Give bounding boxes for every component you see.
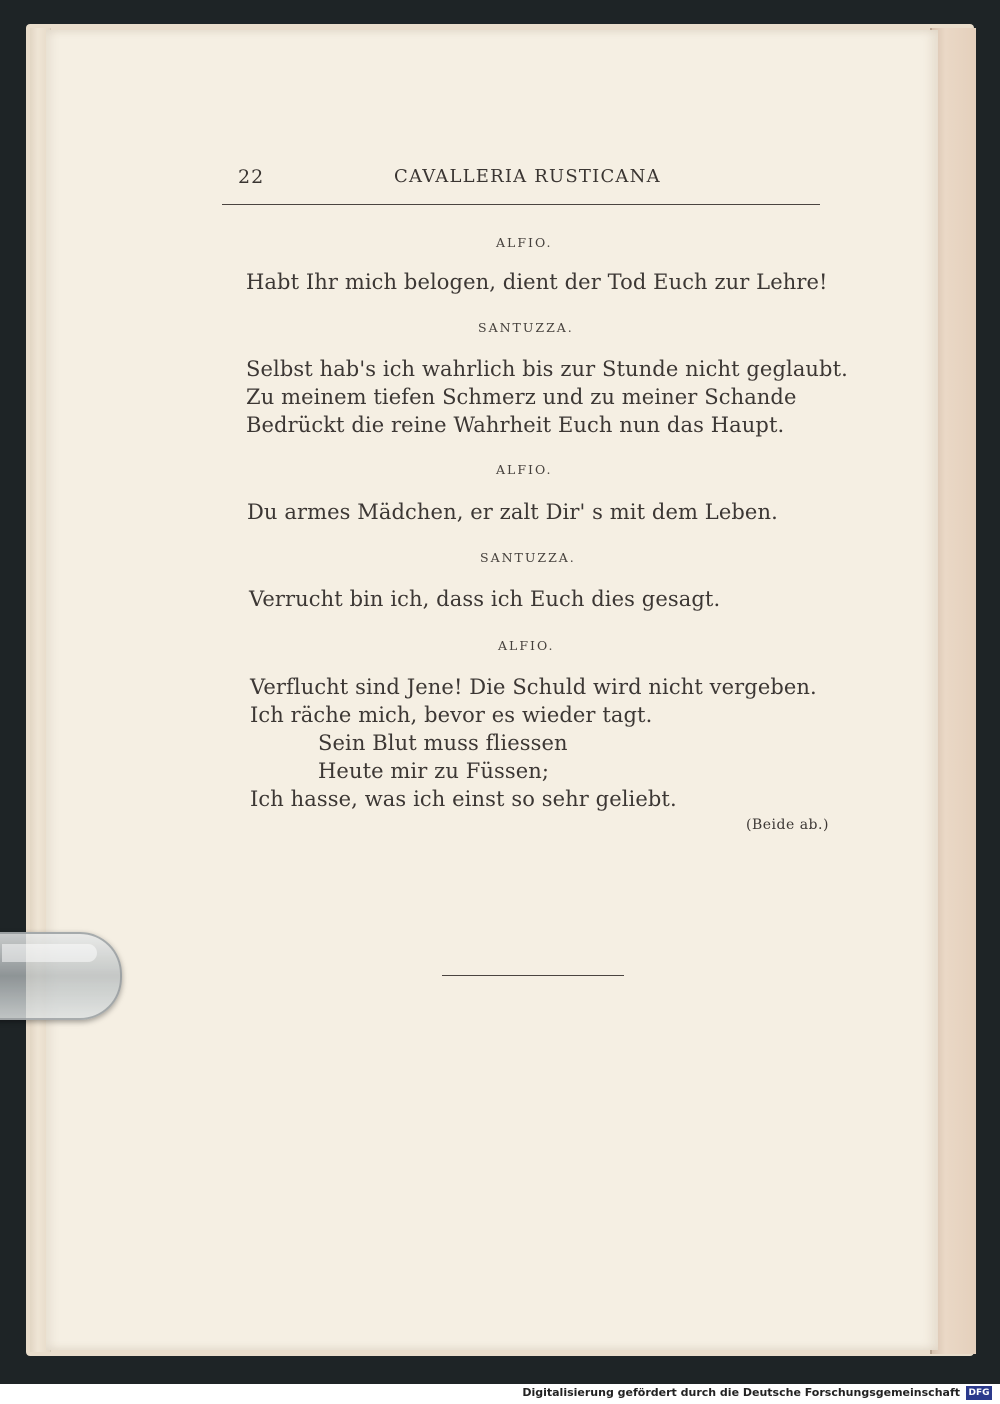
book-page: [46, 30, 938, 1350]
verse-line: Ich hasse, was ich einst so sehr geliebt.: [250, 787, 677, 811]
page-number: 22: [238, 166, 265, 188]
verse-line: Verrucht bin ich, dass ich Euch dies gesagt.: [249, 587, 721, 611]
running-title: CAVALLERIA RUSTICANA: [394, 166, 661, 187]
speaker-name: ALFIO.: [496, 462, 553, 477]
verse-line: Zu meinem tiefen Schmerz und zu meiner Schande: [246, 385, 797, 409]
verse-line: Heute mir zu Füssen;: [318, 759, 550, 783]
verse-line: Bedrückt die reine Wahrheit Euch nun das Haupt.: [246, 413, 785, 437]
digitization-footer: [0, 1384, 1000, 1404]
verse-line: Habt Ihr mich belogen, dient der Tod Euch zur Lehre!: [246, 270, 828, 294]
funding-credit: Digitalisierung gefördert durch die Deutsche Forschungsgemeinschaft: [522, 1386, 960, 1399]
verse-line: Selbst hab's ich wahrlich bis zur Stunde nicht geglaubt.: [246, 357, 848, 381]
closing-rule: [442, 975, 624, 976]
speaker-name: SANTUZZA.: [478, 320, 574, 335]
speaker-name: ALFIO.: [498, 638, 555, 653]
speaker-name: ALFIO.: [496, 235, 553, 250]
libretto-text: [46, 30, 938, 1350]
stage-direction: (Beide ab.): [746, 817, 829, 833]
clip-highlight: [2, 944, 97, 962]
dfg-logo: DFG: [966, 1386, 992, 1400]
verse-line: Du armes Mädchen, er zalt Dir' s mit dem Leben.: [247, 500, 778, 524]
verse-line: Verflucht sind Jene! Die Schuld wird nicht vergeben.: [250, 675, 817, 699]
page-clip: [0, 932, 122, 1020]
verse-line: Sein Blut muss fliessen: [318, 731, 568, 755]
speaker-name: SANTUZZA.: [480, 550, 576, 565]
verse-line: Ich räche mich, bevor es wieder tagt.: [250, 703, 653, 727]
